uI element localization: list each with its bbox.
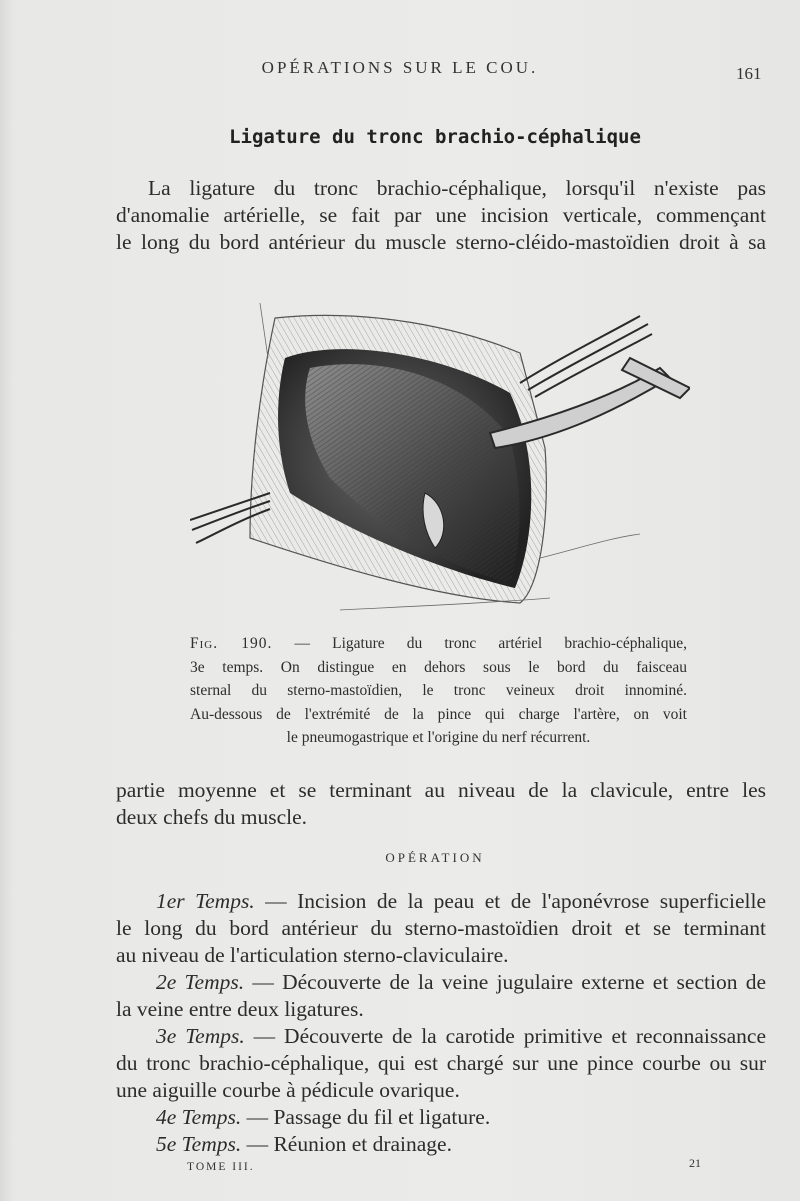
paragraph-line: deux chefs du muscle. (116, 805, 308, 829)
step-text: — Réunion et drainage. (246, 1132, 452, 1156)
step-line: une aiguille courbe à pédicule ovarique. (116, 1078, 460, 1102)
caption-line: Au-dessous de l'extrémité de la pince qui charge l'artère, on voit (190, 705, 687, 723)
paragraph-intro (116, 175, 766, 256)
paragraph-line: d'anomalie artérielle, se fait par une incision verticale, commençant (116, 203, 766, 227)
figure-label: Fig. 190. (190, 635, 273, 652)
step-label: 1er Temps. (156, 889, 255, 913)
paragraph-continuation (116, 777, 766, 831)
step-label: 3e Temps. (156, 1024, 245, 1048)
paragraph-line: La ligature du tronc brachio-céphalique, lorsqu'il n'existe pas (148, 176, 766, 200)
step-label: 4e Temps. (156, 1105, 242, 1129)
step-label: 5e Temps. (156, 1132, 242, 1156)
surgical-illustration (190, 298, 690, 618)
step-line: du tronc brachio-céphalique, qui est chargé sur une pince courbe ou sur (116, 1051, 766, 1075)
step-line: le long du bord antérieur du sterno-mastoïdien droit et se terminant (116, 916, 766, 940)
step-text: — Passage du fil et ligature. (246, 1105, 491, 1129)
step-line (116, 969, 766, 996)
running-head: OPÉRATIONS SUR LE COU. (261, 58, 539, 77)
operation-steps (116, 888, 766, 1158)
step-line: au niveau de l'articulation sterno-claviculaire. (116, 943, 509, 967)
page-number: 161 (736, 64, 762, 83)
caption-line: sternal du sterno-mastoïdien, le tronc veineux droit innominé. (190, 682, 687, 699)
caption-line: 3e temps. On distingue en dehors sous le bord du faisceau (190, 658, 687, 676)
caption-text: — Ligature du tronc artériel brachio-céphalique, (294, 635, 687, 652)
step-text: — Incision de la peau et de l'aponévrose superficielle (265, 889, 766, 913)
paragraph-line: partie moyenne et se terminant au niveau de la clavicule, entre les (116, 778, 766, 802)
step-line (116, 1023, 766, 1050)
figure-caption (190, 632, 687, 750)
caption-line (190, 632, 687, 656)
step-line (116, 888, 766, 915)
step-line: la veine entre deux ligatures. (116, 997, 364, 1021)
operation-heading: OPÉRATION (385, 850, 485, 865)
footer-volume: TOME III. (187, 1161, 255, 1173)
step-line (116, 1131, 766, 1158)
caption-line: le pneumogastrique et l'origine du nerf récurrent. (286, 729, 591, 746)
section-title: Ligature du tronc brachio-céphalique (229, 126, 641, 148)
step-text: — Découverte de la veine jugulaire externe et section de (252, 970, 766, 994)
paragraph-line: le long du bord antérieur du muscle sterno-cléido-mastoïdien droit à sa (116, 230, 766, 254)
step-line (116, 1104, 766, 1131)
footer-signature: 21 (689, 1156, 701, 1170)
step-label: 2e Temps. (156, 970, 245, 994)
step-text: — Découverte de la carotide primitive et reconnaissance (253, 1024, 766, 1048)
